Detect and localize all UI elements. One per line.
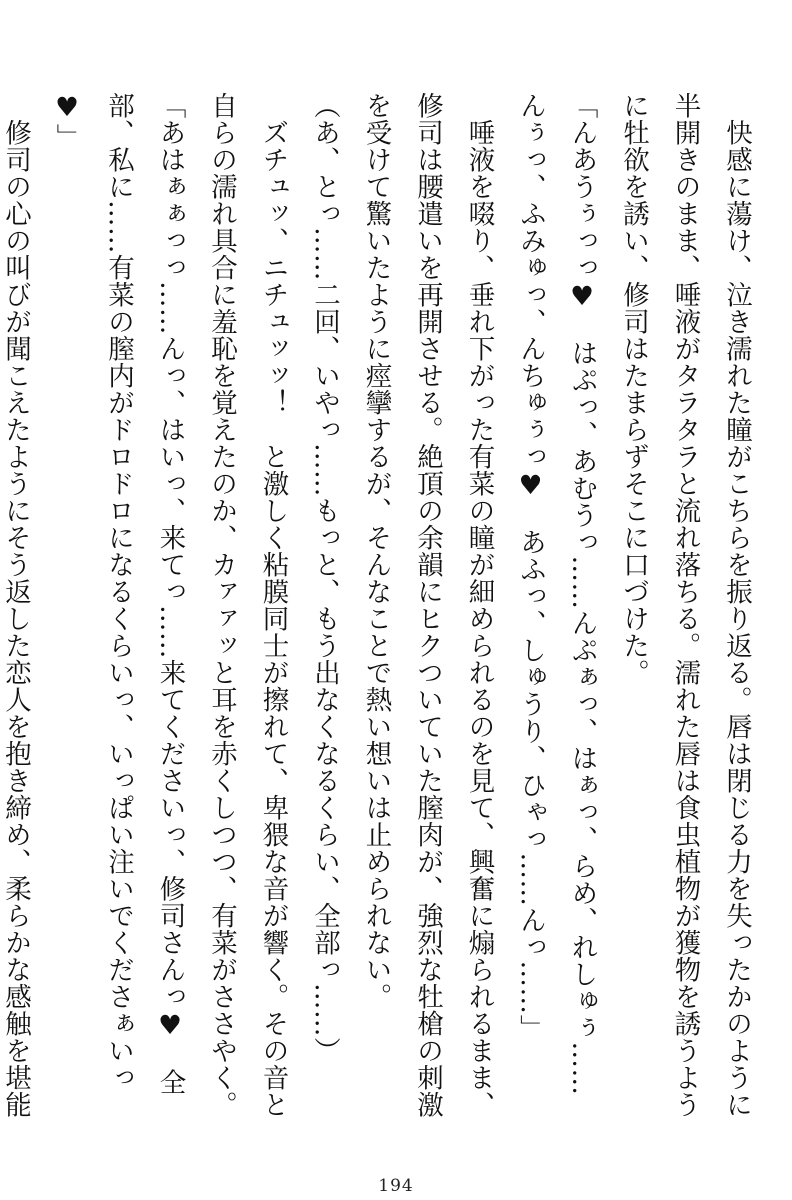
paragraph-narration: ズチュッ、ニチュッッ！ と激しく粘膜同士が擦れて、卑猥な音が響く。その音と自らの濡れ具合に羞恥を覚えたのか、カァァッと耳を赤くしつつ、有菜がささやく。 xyxy=(206,92,289,1118)
paragraph-narration: 快感に蕩け、泣き濡れた瞳がこちらを振り返る。唇は閉じる力を失ったかのように半開きのまま、唾液がタラタラと流れ落ちる。濡れた唇は食虫植物が獲物を誘うように牡欲を誘い、修司はたまらずそこに口づけた。 xyxy=(618,92,752,1118)
vertical-text-body xyxy=(0,92,762,1122)
paragraph-inner-thought: （あ、とっ……二回、いやっ……もっと、もう出なくなるくらい、全部っ……） xyxy=(309,92,340,1064)
page-number: 194 xyxy=(378,1176,414,1196)
paragraph-dialogue: 「んあうぅっっ♥ はぷっ、あむうっ……んぷぁっ、はぁっ、らめ、れしゅぅ……んぅっ、ふみゅっ、んちゅぅっ♥ あふっ、しゅうり、ひゃっ……んっ……」 xyxy=(515,92,598,1096)
paragraph-dialogue: 「あはぁぁっっ……んっ、はいっ、来てっ……来てくださいっ、修司さんっ♥ 全部、私に……有菜の膣内がドロドロになるくらいっ、いっぱい注いでくださぁいっ♥」 xyxy=(51,92,186,1096)
paragraph-narration: 修司の心の叫びが聞こえたようにそう返した恋人を抱き締め、柔らかな感触を堪能 xyxy=(0,118,31,1118)
paragraph-narration: 唾液を啜り、垂れ下がった有菜の瞳が細められるのを見て、興奮に煽られるまま、修司は腰遣いを再開させる。絶頂の余韻にヒクついていた膣肉が、強烈な牡槍の刺激を受けて驚いたように痙攣するが、そんなことで熱い想いは止められない。 xyxy=(360,92,495,1118)
